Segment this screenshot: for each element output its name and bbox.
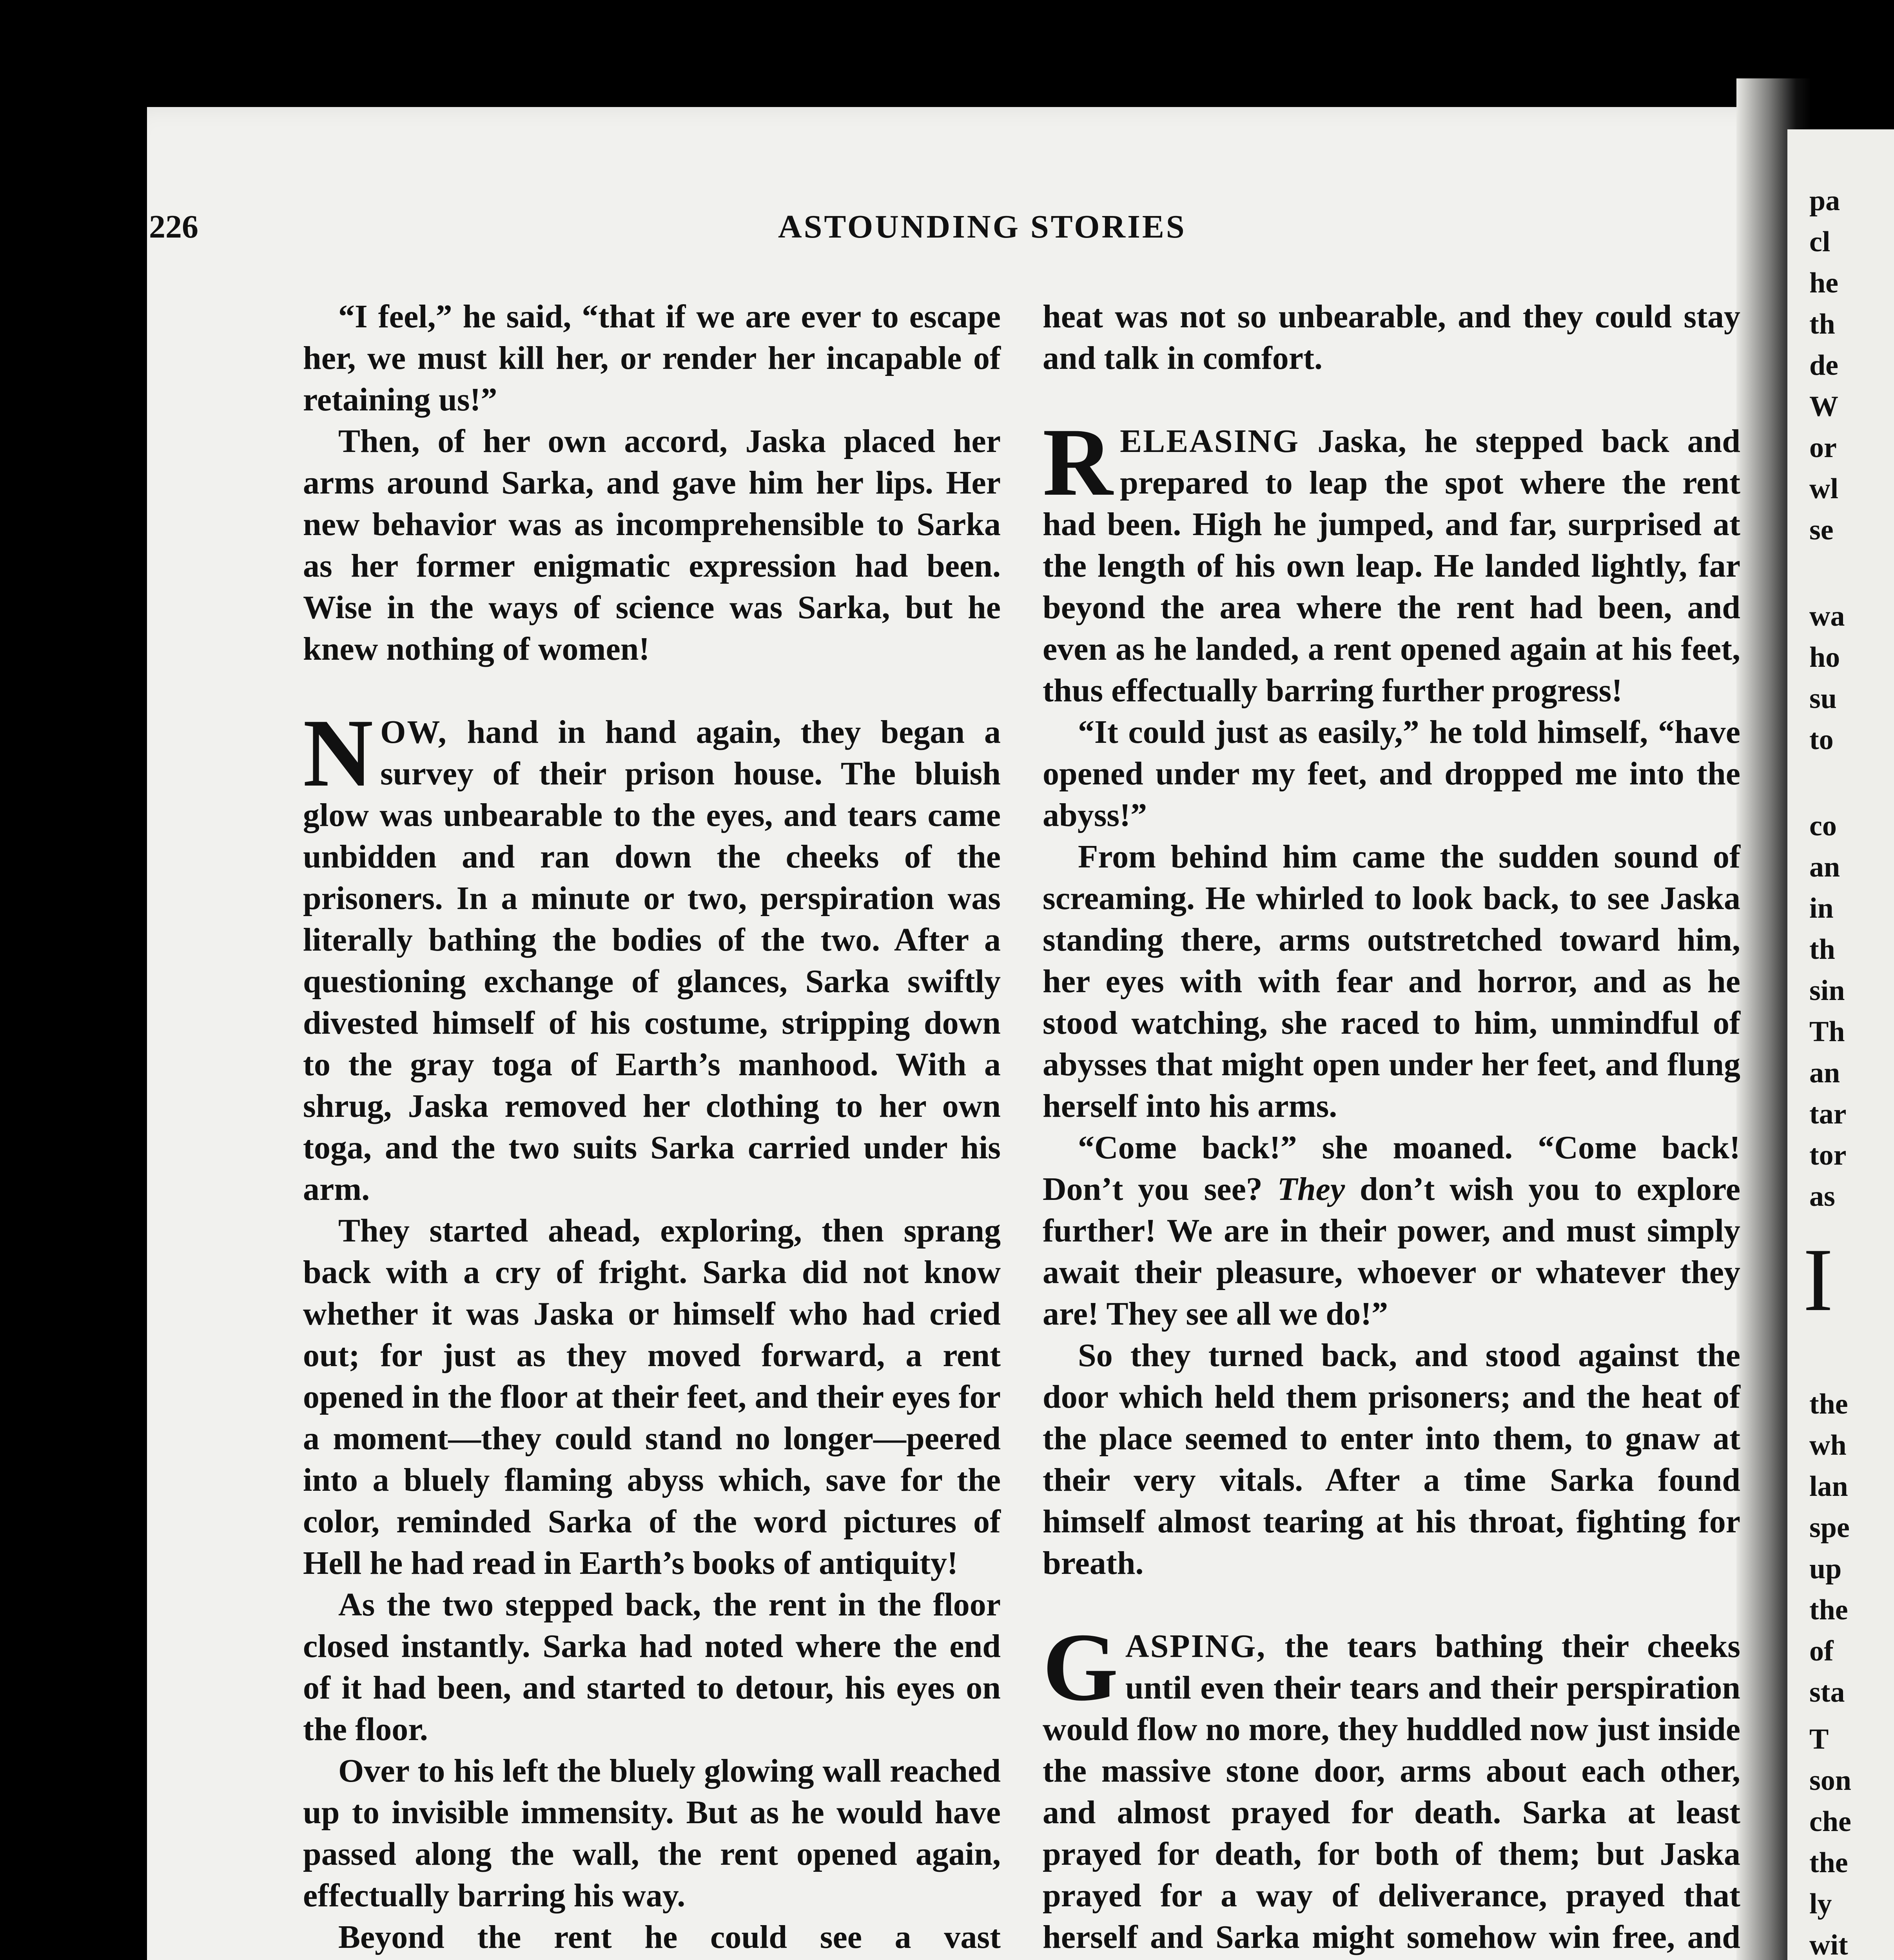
facing-page-fragment: wit (1809, 1929, 1848, 1960)
facing-page-fragment: tar (1809, 1098, 1847, 1130)
drop-cap: N (303, 699, 374, 807)
facing-page-fragment: of (1809, 1635, 1834, 1667)
section-paragraph (1043, 1613, 1740, 1960)
facing-page-fragment: se (1809, 514, 1834, 546)
facing-page-fragment: an (1809, 851, 1840, 883)
lead-in: OW, (380, 714, 448, 750)
facing-page-fragment: the (1809, 1847, 1848, 1879)
lead-in: ELEASING (1120, 423, 1300, 459)
facing-page-fragment: an (1809, 1057, 1840, 1089)
facing-page-fragment: T (1809, 1723, 1829, 1755)
facing-page-fragment: tor (1809, 1139, 1847, 1171)
paragraph-text: “Come back!” she moaned. “Come back! Don’t you see? (1043, 1129, 1740, 1207)
facing-page-fragment: su (1809, 682, 1837, 715)
facing-page-fragment: the (1809, 1388, 1848, 1420)
facing-page-fragment: wa (1809, 600, 1845, 632)
facing-page-fragment: sin (1809, 975, 1845, 1007)
facing-page-fragment: as (1809, 1180, 1835, 1212)
facing-page-fragment: I (1803, 1230, 1833, 1330)
facing-page-fragment: lan (1809, 1470, 1848, 1503)
facing-page-fragment: th (1809, 933, 1835, 965)
facing-page-fragment: the (1809, 1594, 1848, 1626)
paragraph-text: hand in hand again, they began a survey of their prison house. The bluish glow was unbearable to the eyes, and tears came unbidden and ran down the cheeks of the prisoners. In a minute or two, perspiration was literally bathing the bodies of the two. After a questioning exchange of glances, Sarka swiftly divested himself of his costume, stripping down to the gray toga of Earth’s manhood. With a shrug, Jaska removed her clothing to her own toga, and the two suits Sarka carried under his arm. (303, 714, 1001, 1207)
facing-page-fragment: or (1809, 432, 1837, 464)
facing-page-fragment: th (1809, 308, 1835, 340)
paragraph: Then, of her own accord, Jaska placed her arms around Sarka, and gave him her lips. Her new behavior was as incomprehensible to Sarka as her former enigmatic expression had been. Wise in the ways of science was Sarka, but he knew nothing of women! (303, 423, 1001, 667)
facing-page-fragment: ly (1809, 1888, 1832, 1920)
paragraph (1043, 1127, 1740, 1335)
facing-page-fragment: wh (1809, 1429, 1847, 1461)
facing-page-fragment: cl (1809, 226, 1831, 258)
paragraph-text: don’t wish you to explore further! We are in their power, and must simply await their pleasure, whoever or whatever they are! They see all we do!” (1043, 1171, 1740, 1332)
paragraph: heat was not so unbearable, and they could stay and talk in comfort. (1043, 298, 1740, 376)
left-text-column (303, 296, 1001, 1960)
right-text-column (1043, 296, 1740, 1960)
facing-page-fragment: wl (1809, 473, 1838, 505)
lead-in: ASPING, (1125, 1628, 1266, 1664)
facing-page-fragment: he (1809, 267, 1838, 299)
paragraph: As the two stepped back, the rent in the floor closed instantly. Sarka had noted where the end of it had been, and started to detour, his eyes on the floor. (303, 1586, 1001, 1748)
facing-page-fragment: che (1809, 1806, 1851, 1838)
paragraph: Over to his left the bluely glowing wall reached up to invisible immensity. But as he would have passed along the wall, the rent opened again, effectually barring his way. (303, 1753, 1001, 1914)
paragraph: They started ahead, exploring, then sprang back with a cry of fright. Sarka did not know whether it was Jaska or himself who had cried out; for just as they moved forward, a rent opened in the floor at their feet, and their eyes for a moment—they could stand no longer—peered into a bluely flaming abyss which, save for the color, reminded Sarka of the word pictures of Hell he had read in Earth’s books of antiquity! (303, 1212, 1001, 1581)
paragraph: So they turned back, and stood against the door which held them prisoners; and the heat of the place seemed to enter into them, to gnaw at their very vitals. After a time Sarka found himself almost tearing at his throat, fighting for breath. (1043, 1337, 1740, 1581)
facing-page-fragment: spe (1809, 1512, 1850, 1544)
facing-page-fragment: co (1809, 810, 1837, 842)
facing-page-fragment: Th (1809, 1016, 1845, 1048)
section-paragraph (1043, 408, 1740, 711)
facing-page-fragment: ho (1809, 641, 1840, 673)
drop-cap: G (1043, 1613, 1118, 1721)
drop-cap: R (1043, 408, 1113, 516)
paragraph: “I feel,” he said, “that if we are ever to escape her, we must kill her, or render her incapable of retaining us!” (303, 298, 1001, 418)
paragraph-text: Jaska, he stepped back and prepared to leap the spot where the rent had been. High he jumped, and far, surprised at the length of his own leap. He landed lightly, far beyond the area where the rent had been, and even as he landed, a rent opened again at his feet, thus effectually barring further progress! (1043, 423, 1740, 709)
facing-page-fragment: pa (1809, 185, 1840, 217)
facing-page-fragment: W (1809, 390, 1838, 423)
section-paragraph (303, 699, 1001, 1210)
running-title: ASTOUNDING STORIES (778, 209, 1186, 245)
facing-page-fragment: de (1809, 349, 1838, 381)
facing-page-edge (1787, 129, 1894, 1960)
paragraph-text: the tears bathing their cheeks until even their tears and their perspiration would flow no more, they huddled now just inside the massive stone door, arms about each other, and almost prayed for death. Sarka at least prayed for death, for both of them; but Jaska prayed for a way of deliverance, prayed that herself and Sarka might somehow win free, and (1043, 1628, 1740, 1955)
page-number: 226 (149, 209, 198, 245)
paragraph: “It could just as easily,” he told himself, “have opened under my feet, and dropped me into the abyss!” (1043, 714, 1740, 833)
facing-page-fragment: sta (1809, 1676, 1845, 1708)
facing-page-fragment: to (1809, 724, 1834, 756)
facing-page-fragment: in (1809, 892, 1834, 924)
emphasis: They (1277, 1171, 1345, 1207)
paragraph: From behind him came the sudden sound of screaming. He whirled to look back, to see Jaska standing there, arms outstretched toward him, her eyes with with fear and horror, and as he stood watching, she raced to him, unmindful of abysses that might open under her feet, and flung herself into his arms. (1043, 838, 1740, 1124)
facing-page-fragment: up (1809, 1553, 1842, 1585)
facing-page-fragment: son (1809, 1764, 1851, 1797)
paragraph: Beyond the rent he could see a vast (338, 1919, 1001, 1955)
